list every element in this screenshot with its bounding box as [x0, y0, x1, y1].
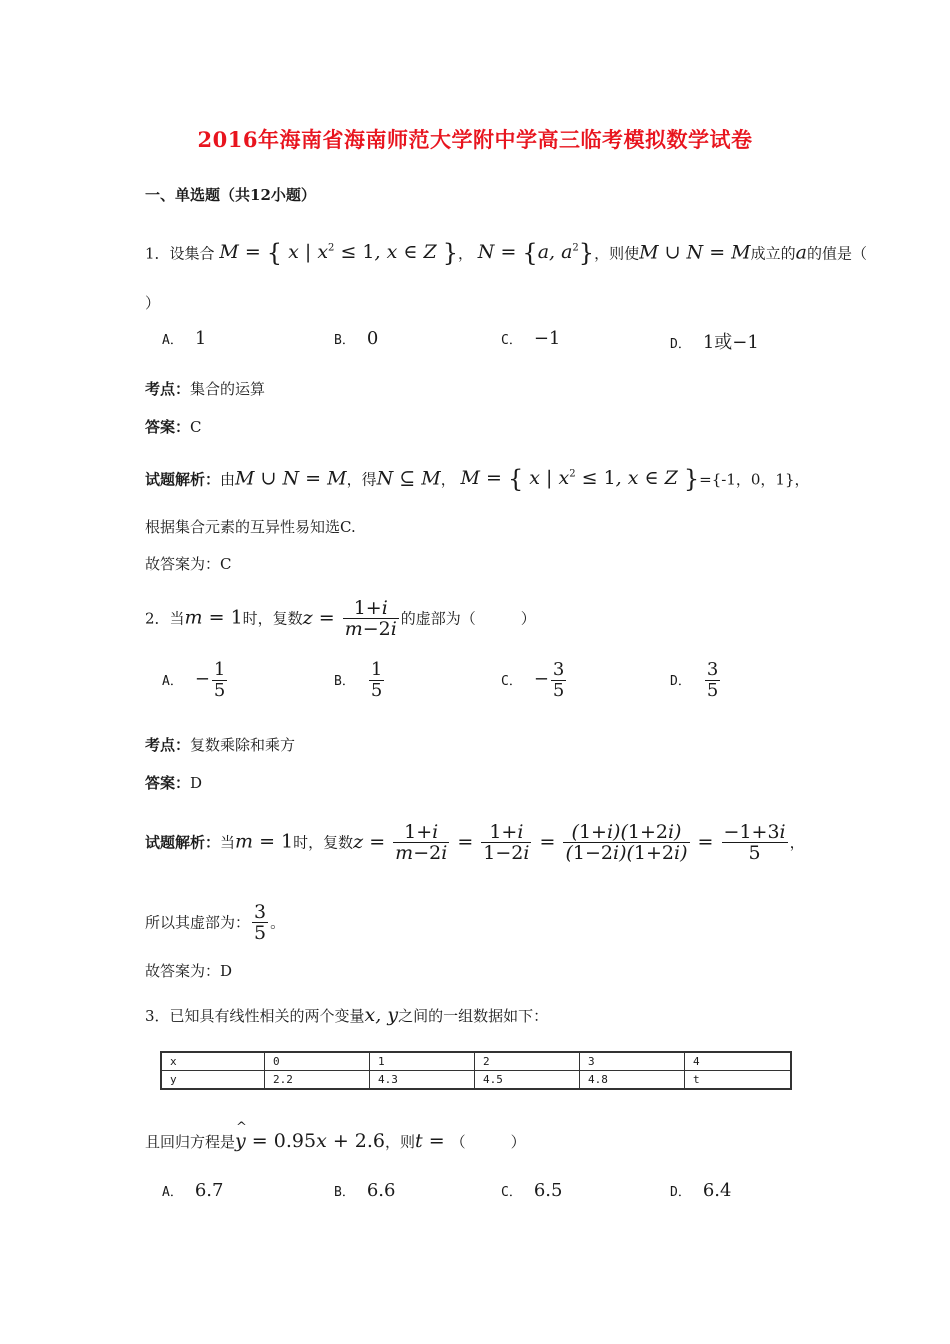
set-m-formula: M = { x | $x^2 \le 1$, x ∈ Z } [219, 239, 458, 268]
q2-conclusion: 故答案为：D [145, 962, 233, 980]
q1-option-c[interactable]: C． −1 [501, 328, 561, 349]
q2-kaodian: 考点：复数乘除和乘方 [145, 736, 296, 754]
q2-option-a[interactable]: A． − $\frac{1}{5}$ [162, 659, 226, 701]
q2-analysis: 试题解析：当m = 1时，复数z = $\frac{1+i}{m-2i}$ = $\frac{1+i}{1-2i}$ = $\frac{(1+i)(1+2i)}{(1-2i)(1+2i)}$ = $\frac{-1+3i}{5}$ ， [145, 821, 805, 864]
q2-option-c[interactable]: C． − $\frac{3}{5}$ [501, 659, 565, 701]
q1-analysis-line2: 根据集合元素的互异性易知选C. [145, 518, 356, 536]
q1-prefix: 1．设集合 [145, 244, 215, 263]
q2-answer: 答案：D [145, 774, 203, 792]
table-cell: 3 [580, 1052, 685, 1071]
q1-answer: 答案：C [145, 418, 202, 436]
set-m-formula-2: M = { x | $x^2 \le 1$, x ∈ Z } [460, 465, 700, 494]
q1-mid1: ， [457, 244, 473, 263]
q2-analysis-line2: 所以其虚部为： $\frac{3}{5}$ 。 [145, 901, 286, 944]
question-1-stem [145, 238, 867, 268]
table-cell: 4.8 [580, 1071, 685, 1090]
q3-option-d[interactable]: D． 6.4 [670, 1180, 732, 1201]
union-formula: M ∪ N = M [235, 467, 347, 490]
question-2-stem: 2．当m = 1时，复数z = $\frac{1+i}{m-2i}$ 的虚部为（ ） [145, 597, 536, 640]
table-cell: x [161, 1052, 265, 1071]
table-cell: 0 [265, 1052, 370, 1071]
regression-formula: ^ y = 0.95x + 2.6 [235, 1130, 385, 1152]
table-cell: 1 [370, 1052, 475, 1071]
q1-close: ） [145, 294, 161, 312]
z-formula: z = $\frac{1+i}{m-2i}$ [302, 597, 397, 640]
table-row [161, 1071, 791, 1090]
xy-vars: x, y [364, 1004, 399, 1026]
table-cell: y [161, 1071, 265, 1090]
q1-mid2: ，则使 [594, 244, 640, 263]
q3-line2: 且回归方程是^ y = 0.95x + 2.6，则t = （ ） [145, 1130, 526, 1153]
z-derivation: z = $\frac{1+i}{m-2i}$ = $\frac{1+i}{1-2i}$ = $\frac{(1+i)(1+2i)}{(1-2i)(1+2i)}$ = $\frac{-1+3i}{5}$ [353, 821, 786, 864]
q1-conclusion: 故答案为：C [145, 555, 232, 573]
q3-option-c[interactable]: C． 6.5 [501, 1180, 563, 1201]
set-n-formula: N = {a, $a^2$} [477, 239, 595, 268]
q3-option-b[interactable]: B． 6.6 [334, 1180, 396, 1201]
q2-option-b[interactable]: B． $\frac{1}{5}$ [334, 659, 383, 701]
union-condition: M ∪ N = M [639, 241, 751, 264]
table-cell: 4.5 [475, 1071, 580, 1090]
q1-mid4: 的值是（ [806, 244, 867, 263]
section-heading: 一、单选题（共12小题） [145, 186, 316, 204]
table-row [161, 1052, 791, 1071]
table-cell: 2 [475, 1052, 580, 1071]
var-a: a [795, 241, 807, 264]
q1-kaodian: 考点：集合的运算 [145, 380, 266, 398]
page-title: 2016年海南省海南师范大学附中学高三临考模拟数学试卷 [197, 127, 753, 152]
table-cell: t [685, 1071, 792, 1090]
q1-analysis: 试题解析：由M ∪ N = M，得N ⊆ M， M = { x | $x^2 \le 1$, x ∈ Z }={-1，0，1}， [145, 465, 810, 494]
subset-formula: N ⊆ M [376, 467, 441, 490]
data-table [160, 1051, 792, 1090]
q1-mid3: 成立的 [750, 244, 796, 263]
q2-option-d[interactable]: D． $\frac{3}{5}$ [670, 659, 719, 701]
q1-option-d[interactable]: D． 1或−1 [670, 332, 759, 353]
table-cell: 4 [685, 1052, 792, 1071]
q1-option-a[interactable]: A． 1 [162, 328, 207, 349]
table-cell: 4.3 [370, 1071, 475, 1090]
m-equals-1: m = 1 [184, 606, 243, 629]
q1-option-b[interactable]: B． 0 [334, 328, 379, 349]
q3-option-a[interactable]: A． 6.7 [162, 1180, 224, 1201]
question-3-stem: 3．已知具有线性相关的两个变量x, y之间的一组数据如下： [145, 1004, 549, 1026]
table-cell: 2.2 [265, 1071, 370, 1090]
